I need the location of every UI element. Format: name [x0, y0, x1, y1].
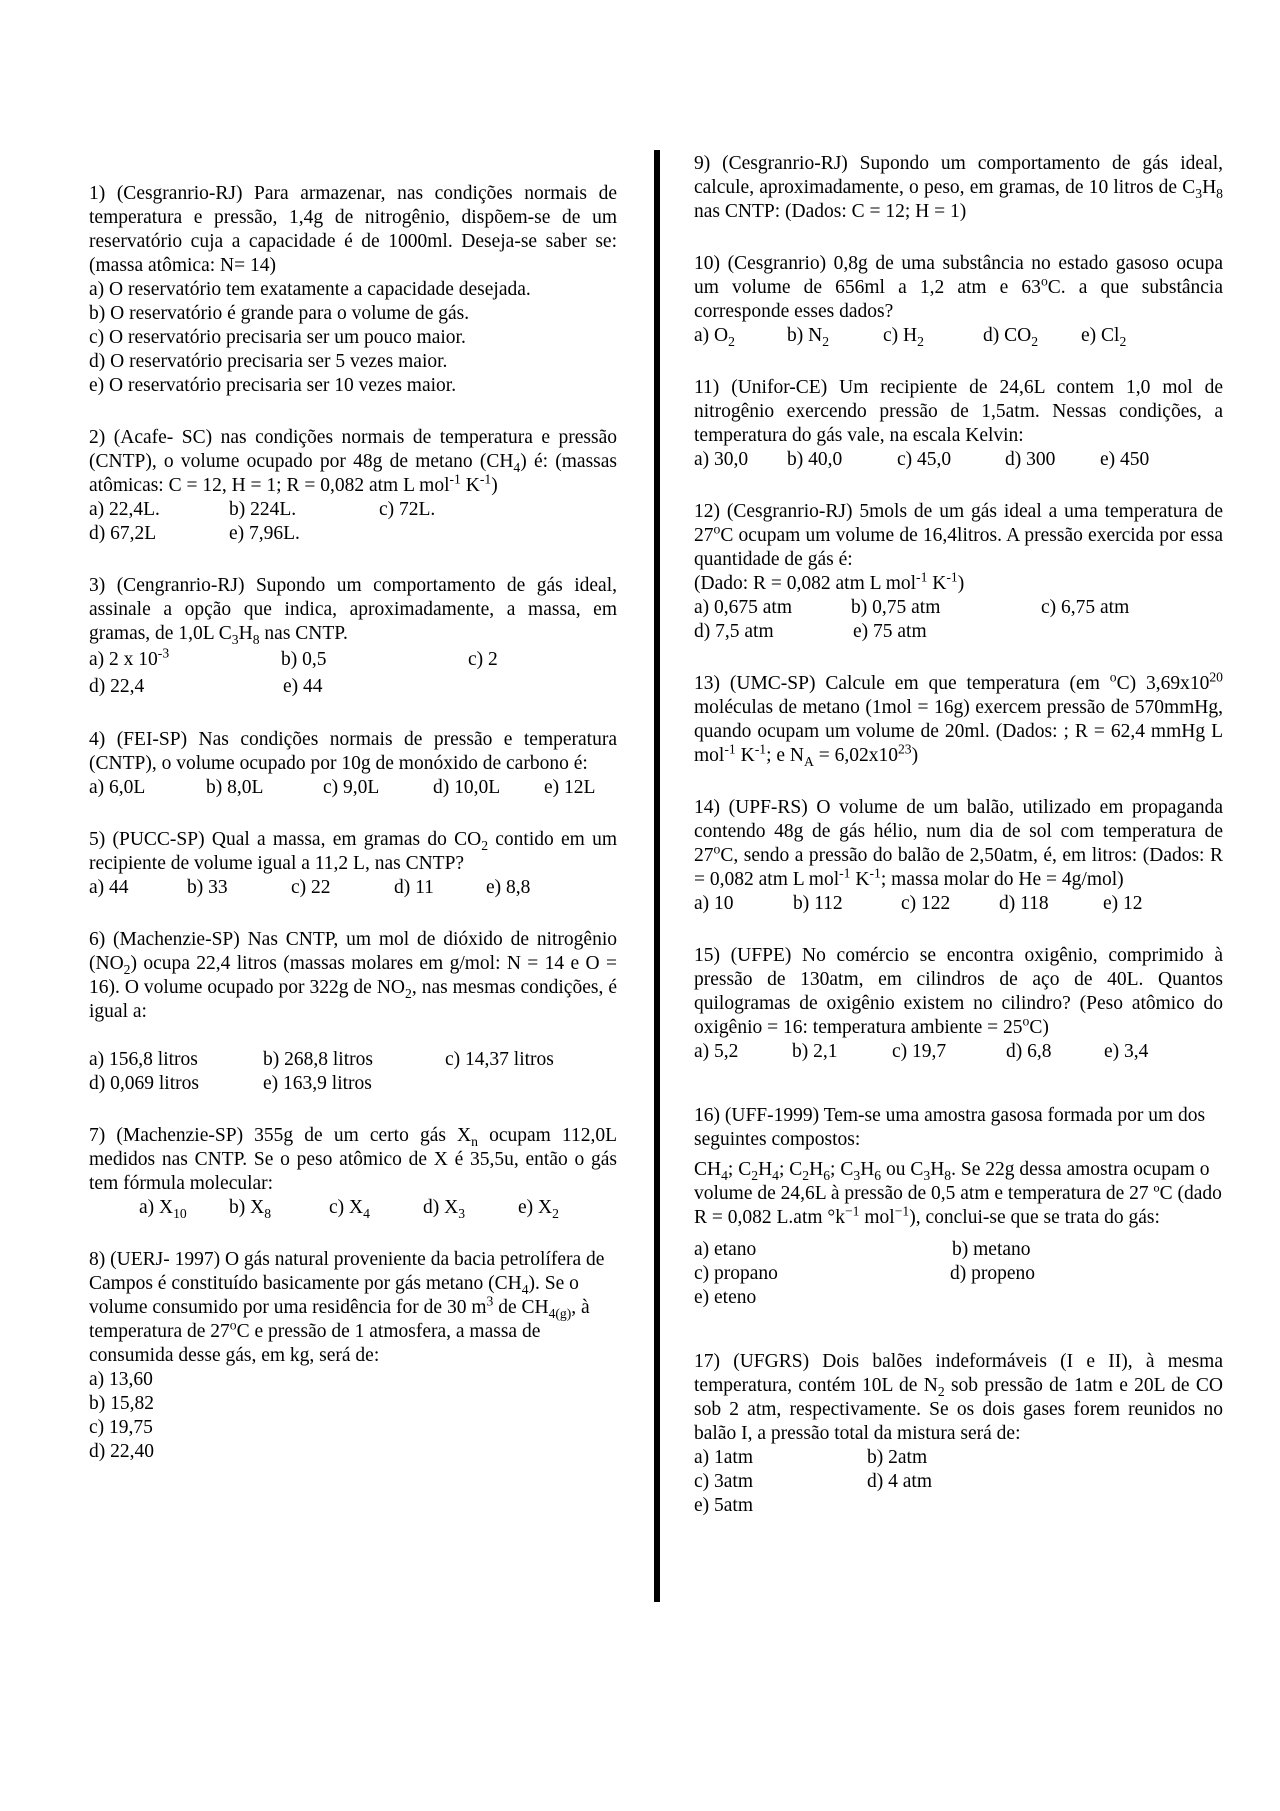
right-column	[694, 152, 1223, 1546]
question-10	[694, 252, 1223, 348]
options-row	[694, 596, 1223, 620]
question-11	[694, 376, 1223, 472]
question-8	[89, 1248, 617, 1464]
question-body: $CH_4$; $C_2H_4$; $C_2H_6$; $C_3H_6$ ou $C_3H_8$. Se 22g dessa amostra ocupam o volume de 24,6L à pressão de 0,5 atm e temperatura de 27 ºC (dado R = 0,082 L.atm $^\circ k^{-1}$ mol$^{-1}$), conclui-se que se trata do gás:	[694, 1159, 1222, 1228]
option-a: a) 6,0L	[89, 777, 146, 798]
option-e: e) 7,96L.	[229, 523, 300, 544]
option-b: b) 0,75 atm	[851, 597, 941, 618]
option-d: d) 0,069 litros	[89, 1073, 199, 1094]
option-d: d) 6,8	[1006, 1041, 1052, 1062]
option-b: b) metano	[952, 1239, 1031, 1260]
question-stem: 3) (Cengranrio-RJ) Supondo um comportamento de gás ideal, assinale a opção que indica, aproximadamente, a massa, em gramas, de 1,0L $C_3H_8$ nas CNTP.	[89, 575, 617, 647]
option-b: b) 8,0L	[206, 777, 264, 798]
question-stem: 14) (UPF-RS) O volume de um balão, utilizado em propaganda contendo 48g de gás hélio, num dia de sol com temperatura de 27$^o$C, sendo a pressão do balão de 2,50atm, é, em litros: (Dados: R = 0,082 atm L mol$^{-1}$ $K^{-1}$; massa molar do He = 4g/mol)	[694, 797, 1223, 890]
option-b: b) $X_8$	[229, 1197, 272, 1221]
option-e: e) 8,8	[486, 877, 531, 898]
question-stem: 13) (UMC-SP) Calcule em que temperatura (em $^o$C) $3,69x10^{20}$ moléculas de metano (1mol = 16g) exercem pressão de 570mmHg, quando ocupam um volume de 20ml. (Dados: ; R = 62,4 mmHg L mol$^{-1}$ $K^{-1}$; e $N_A = 6,02x10^{23}$)	[694, 669, 1223, 769]
option-a: a) 2 x $10^{-3}$	[89, 645, 170, 670]
option-a: a) $X_{10}$	[139, 1197, 187, 1221]
option-a: a) 156,8 litros	[89, 1049, 198, 1070]
option-b: b) $N_2$	[787, 325, 830, 349]
options-row	[89, 776, 617, 800]
option-c: c) propano	[694, 1263, 778, 1284]
option-b: b) 224L.	[229, 499, 297, 520]
option-e: e) $Cl_2$	[1081, 325, 1127, 349]
option-d: d) 67,2L	[89, 523, 157, 544]
option-c: c) 22	[291, 877, 331, 898]
question-stem: 12) (Cesgranrio-RJ) 5mols de um gás ideal a uma temperatura de 27$^o$C ocupam um volume de 16,4litros. A pressão exercida por essa quantidade de gás é:	[694, 501, 1223, 570]
question-stem: 11) (Unifor-CE) Um recipiente de 24,6L contem 1,0 mol de nitrogênio exercendo pressão de 1,5atm. Nessas condições, a temperatura do gás vale, na escala Kelvin:	[694, 377, 1223, 446]
option-a: a) 1atm	[694, 1447, 754, 1468]
option-c: c) 19,7	[892, 1041, 947, 1062]
options-row	[89, 1072, 617, 1096]
option-b: b) 112	[793, 893, 843, 914]
option-c: c) 6,75 atm	[1041, 597, 1130, 618]
options-row	[694, 324, 1223, 348]
option-d: d) 11	[394, 877, 434, 898]
option-a: a) 0,675 atm	[694, 597, 793, 618]
question-9	[694, 152, 1223, 224]
option-d: d) O reservatório precisaria ser 5 vezes maior.	[89, 351, 448, 372]
option-b: b) 2atm	[867, 1447, 928, 1468]
question-stem: 17) (UFGRS) Dois balões indeformáveis (I e II), à mesma temperatura, contém 10L de $N_2$ sob pressão de 1atm e 20L de CO sob 2 atm, respectivamente. Se os dois gases forem reunidos no balão I, a pressão total da mistura será de:	[694, 1351, 1223, 1444]
option-d: d) $X_3$	[423, 1197, 466, 1221]
option-c: c) $X_4$	[329, 1197, 370, 1221]
question-stem: 15) (UFPE) No comércio se encontra oxigênio, comprimido à pressão de 130atm, em cilindros de aço de 40L. Quantos quilogramas de oxigênio existem no cilindro? (Peso atômico do oxigênio = 16: temperatura ambiente = $25^oC$)	[694, 945, 1223, 1038]
question-16	[694, 1104, 1223, 1310]
option-a: a) 13,60	[89, 1369, 153, 1390]
options-row	[89, 876, 617, 900]
options-row	[694, 448, 1223, 472]
options-row	[89, 522, 617, 546]
option-e: e) 44	[283, 676, 323, 697]
options-row	[89, 646, 617, 673]
option-d: d) $CO_2$	[983, 325, 1039, 349]
options-list	[89, 1368, 617, 1464]
option-a: a) 5,2	[694, 1041, 739, 1062]
question-given: (Dado: R = 0,082 atm L mol$^{-1}$ $K^{-1}$)	[694, 569, 965, 594]
option-b: b) 15,82	[89, 1393, 154, 1414]
option-e: e) 5atm	[694, 1495, 754, 1516]
option-a: a) 30,0	[694, 449, 749, 470]
options-row	[694, 1040, 1223, 1064]
question-12	[694, 500, 1223, 644]
question-stem: 7) (Machenzie-SP) 355g de um certo gás $X_n$ ocupam 112,0L medidos nas CNTP. Se o peso atômico de X é 35,5u, então o gás tem fórmula molecular:	[89, 1125, 617, 1194]
options-row	[694, 1262, 1223, 1286]
question-3	[89, 574, 617, 700]
option-d: d) 7,5 atm	[694, 621, 774, 642]
question-stem: 9) (Cesgranrio-RJ) Supondo um comportamento de gás ideal, calcule, aproximadamente, o peso, em gramas, de 10 litros de $C_3H_8$ nas CNTP: (Dados: C = 12; H = 1)	[694, 153, 1223, 222]
option-c: c) 19,75	[89, 1417, 153, 1438]
question-stem: 5) (PUCC-SP) Qual a massa, em gramas do $CO_2$ contido em um recipiente de volume igual a 11,2 L, nas CNTP?	[89, 829, 618, 874]
options-row	[89, 498, 617, 522]
question-2	[89, 426, 617, 546]
option-c: c) 2	[468, 649, 498, 670]
option-b: b) 33	[187, 877, 228, 898]
question-1	[89, 182, 617, 398]
option-c: c) 72L.	[379, 499, 436, 520]
column-divider	[654, 150, 660, 1602]
option-c: c) 45,0	[897, 449, 952, 470]
option-d: d) 10,0L	[433, 777, 501, 798]
option-e: e) 3,4	[1104, 1041, 1149, 1062]
option-e: e) 12	[1103, 893, 1143, 914]
option-c: c) 14,37 litros	[445, 1049, 554, 1070]
question-6	[89, 928, 617, 1096]
option-c: c) 122	[901, 893, 951, 914]
option-a: a) etano	[694, 1239, 757, 1260]
option-b: b) 40,0	[787, 449, 843, 470]
option-e: e) 450	[1100, 449, 1150, 470]
option-e: e) eteno	[694, 1287, 757, 1308]
option-c: c) O reservatório precisaria ser um pouco maior.	[89, 327, 466, 348]
options-row	[694, 620, 1223, 644]
options-row	[694, 1238, 1223, 1262]
options-row	[89, 673, 617, 700]
question-stem: 6) (Machenzie-SP) Nas CNTP, um mol de dióxido de nitrogênio $(NO_2)$ ocupa 22,4 litros (massas molares em g/mol: N = 14 e O = 16). O volume ocupado por 322g de $NO_2$, nas mesmas condições, é igual a:	[89, 929, 617, 1022]
option-d: d) 22,4	[89, 676, 145, 697]
options-row	[694, 1446, 1223, 1470]
question-stem: 2) (Acafe- SC) nas condições normais de temperatura e pressão (CNTP), o volume ocupado por 48g de metano $(CH_4)$ é: (massas atômicas: C = 12, H = 1; R = 0,082 atm L mol$^{-1}$ $K^{-1}$)	[89, 427, 617, 496]
left-column	[89, 182, 617, 1492]
question-15	[694, 944, 1223, 1064]
question-stem: 10) (Cesgranrio) 0,8g de uma substância no estado gasoso ocupa um volume de 656ml a 1,2 atm e 63$^o$C. a que substância corresponde esses dados?	[694, 253, 1224, 322]
option-d: d) 300	[1005, 449, 1056, 470]
option-a: a) 44	[89, 877, 129, 898]
option-b: b) O reservatório é grande para o volume de gás.	[89, 303, 470, 324]
option-a: a) O reservatório tem exatamente a capacidade desejada.	[89, 279, 531, 300]
question-stem: 16) (UFF-1999) Tem-se uma amostra gasosa formada por um dos seguintes compostos:	[694, 1105, 1206, 1150]
options-row	[694, 1470, 1223, 1494]
option-a: a) $O_2$	[694, 325, 735, 349]
question-14	[694, 796, 1223, 916]
option-e: e) $X_2$	[518, 1197, 559, 1221]
question-stem: 8) (UERJ- 1997) O gás natural proveniente da bacia petrolífera de Campos é constituído basicamente por gás metano $(CH_4)$. Se o volume consumido por uma residência for de 30 $m^3$ de $CH_{4(g)}$, à temperatura de 27$^o$C e pressão de 1 atmosfera, a massa de consumida desse gás, em kg, será de:	[89, 1249, 605, 1366]
option-a: a) 22,4L.	[89, 499, 160, 520]
option-a: a) 10	[694, 893, 734, 914]
question-stem: 4) (FEI-SP) Nas condições normais de pressão e temperatura (CNTP), o volume ocupado por 10g de monóxido de carbono é:	[89, 729, 617, 774]
option-e: e) 163,9 litros	[263, 1073, 372, 1094]
question-13	[694, 669, 1223, 769]
option-b: b) 268,8 litros	[263, 1049, 373, 1070]
question-5	[89, 828, 617, 900]
question-stem: 1) (Cesgranrio-RJ) Para armazenar, nas condições normais de temperatura e pressão, 1,4g de nitrogênio, dispõem-se de um reservatório cuja a capacidade é de 1000ml. Deseja-se saber se: (massa atômica: N= 14)	[89, 183, 617, 276]
options-row	[89, 1196, 617, 1220]
option-d: d) propeno	[950, 1263, 1036, 1284]
option-e: e) 75 atm	[853, 621, 927, 642]
option-b: b) 2,1	[792, 1041, 838, 1062]
option-e: e) O reservatório precisaria ser 10 vezes maior.	[89, 375, 457, 396]
option-d: d) 4 atm	[867, 1471, 932, 1492]
question-4	[89, 728, 617, 800]
options-row	[694, 892, 1223, 916]
option-c: c) 3atm	[694, 1471, 754, 1492]
options-row	[89, 1048, 617, 1072]
question-17	[694, 1350, 1223, 1518]
question-7	[89, 1124, 617, 1220]
option-b: b) 0,5	[281, 649, 327, 670]
option-c: c) $H_2$	[883, 325, 924, 349]
option-d: d) 118	[999, 893, 1049, 914]
option-e: e) 12L	[544, 777, 596, 798]
option-d: d) 22,40	[89, 1441, 154, 1462]
option-c: c) 9,0L	[323, 777, 380, 798]
